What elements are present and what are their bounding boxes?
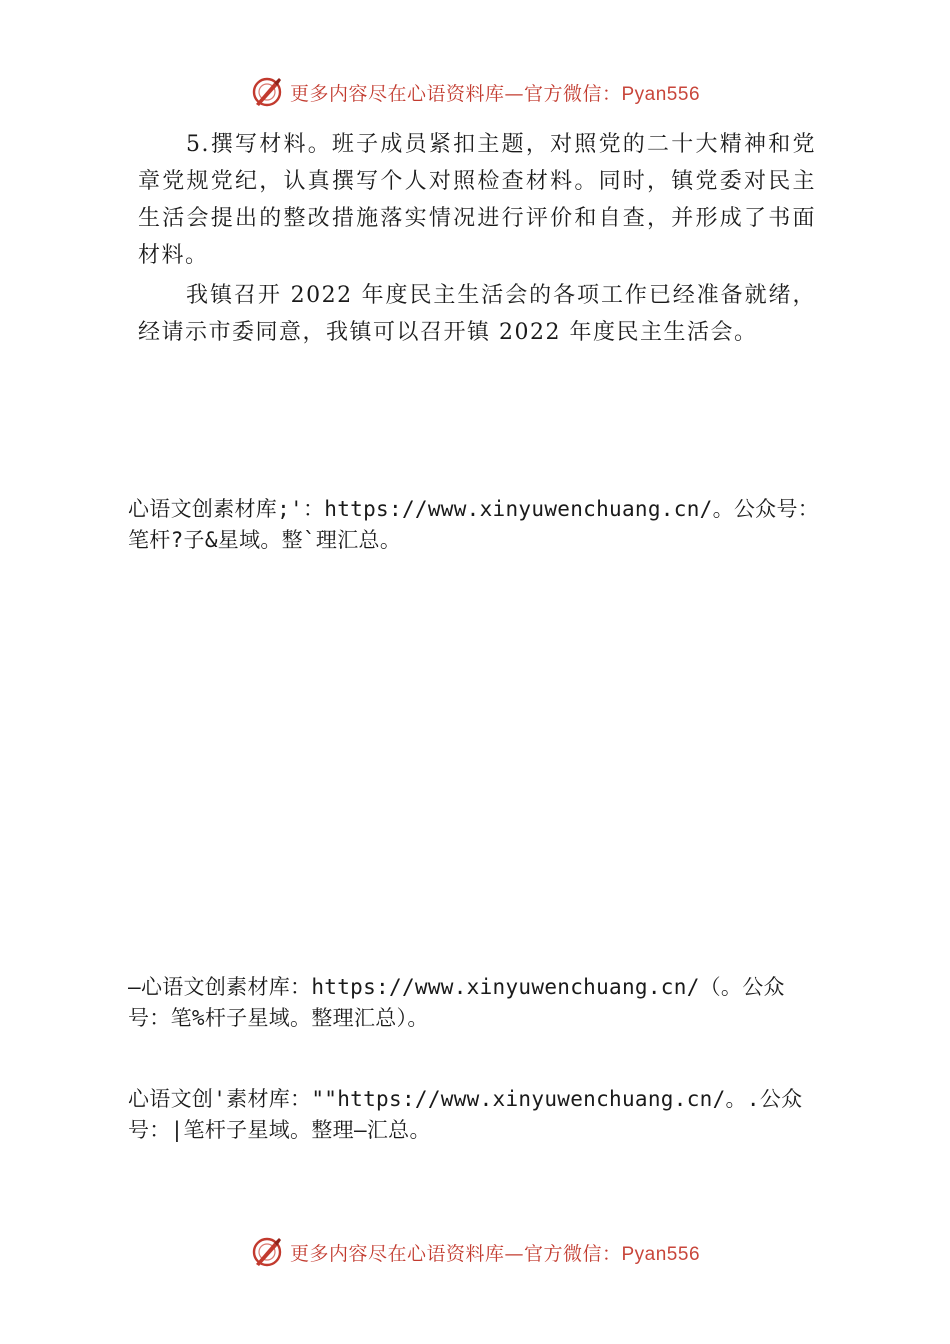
banner-wechat-id: Pyan556: [621, 1243, 701, 1265]
watermark-line: —心语文创素材库：https://www.xinyuwenchuang.cn/（。公众号：笔%杆子星域。整理汇总）。: [128, 975, 785, 1030]
watermark-line: 心语文创'素材库：""https://www.xinyuwenchuang.cn/。.公众号：|笔杆子星域。整理—汇总。: [128, 1087, 803, 1142]
banner-label: 官方微信：: [523, 1242, 622, 1265]
pen-circle-logo-icon: [250, 1235, 284, 1269]
footer-banner: [0, 1232, 950, 1272]
header-banner: [0, 72, 950, 112]
pen-circle-logo-icon: [250, 75, 284, 109]
banner-separator: —: [504, 1242, 524, 1265]
paragraph-writing-materials: 5.撰写材料。班子成员紧扣主题，对照党的二十大精神和党章党规党纪，认真撰写个人对照检查材料。同时，镇党委对民主生活会提出的整改措施落实情况进行评价和自查，并形成了书面材料。: [138, 132, 816, 268]
banner-wechat-id: Pyan556: [621, 83, 701, 105]
banner-text: [290, 1239, 700, 1266]
paragraph-conclusion: 我镇召开 2022 年度民主生活会的各项工作已经准备就绪，经请示市委同意，我镇可以召开镇 2022 年度民主生活会。: [138, 283, 816, 345]
banner-main-text: 更多内容尽在心语资料库: [289, 82, 505, 105]
banner-separator: —: [504, 82, 524, 105]
watermark-line: 心语文创素材库;'：https://www.xinyuwenchuang.cn/。公众号：笔杆?子&星域。整`理汇总。: [128, 497, 820, 552]
banner-label: 官方微信：: [523, 82, 622, 105]
banner-text: [290, 79, 700, 106]
banner-main-text: 更多内容尽在心语资料库: [289, 1242, 505, 1265]
